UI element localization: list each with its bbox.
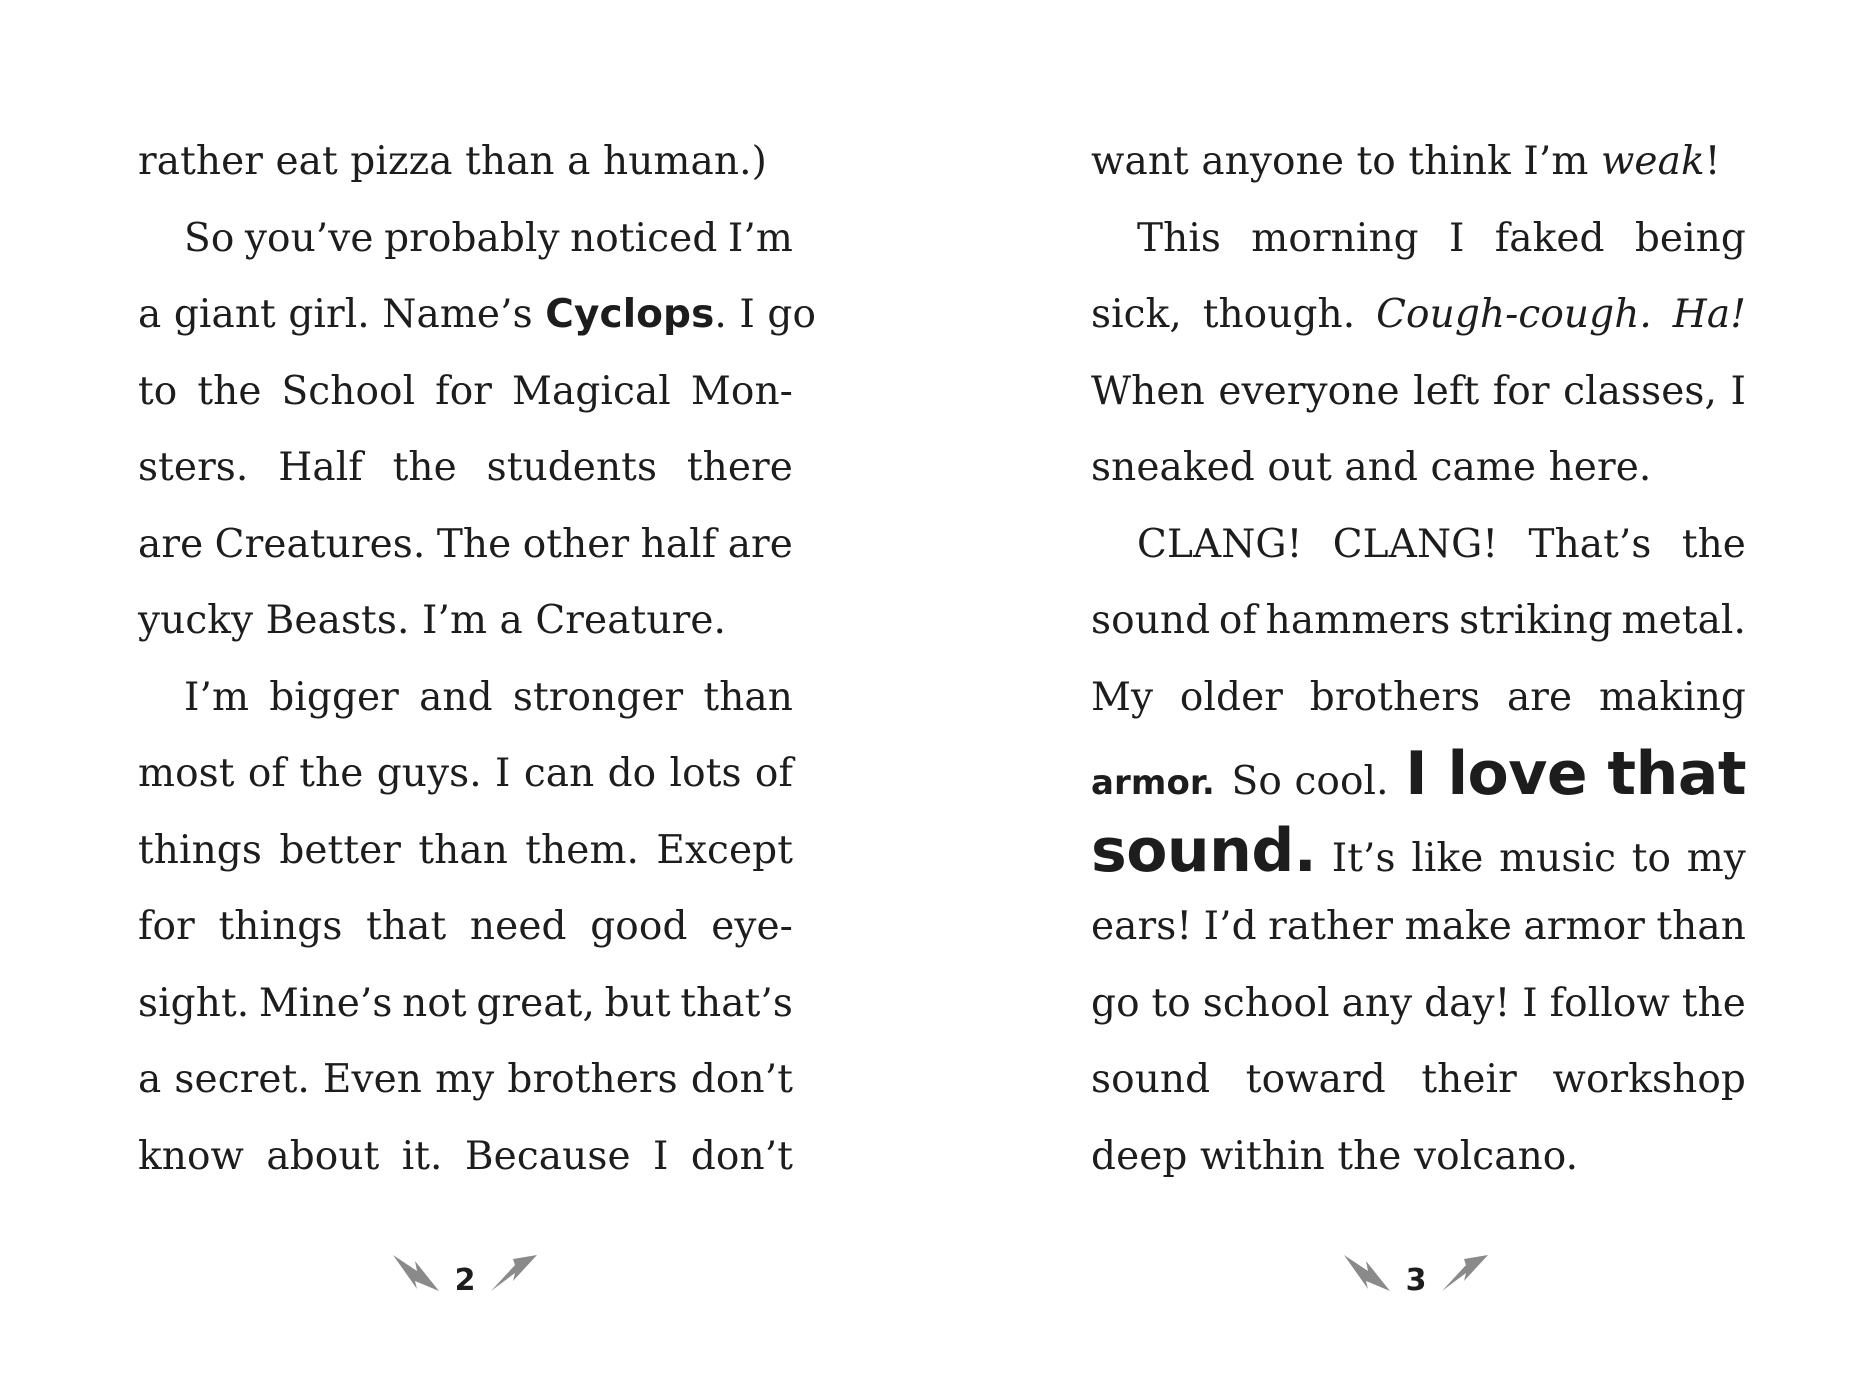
word: other (522, 521, 630, 567)
word: are (1506, 674, 1573, 720)
word: don’t (690, 1057, 793, 1102)
word: making (1598, 674, 1746, 720)
line-text: deep within the volcano. (1091, 1133, 1579, 1179)
word: my (1686, 835, 1746, 881)
text-line (1091, 1042, 1746, 1119)
word: sound (1091, 598, 1211, 643)
word: Magical (511, 368, 671, 414)
word: Except (656, 827, 793, 873)
text-line (1091, 507, 1746, 584)
page-number-footer (385, 1248, 545, 1298)
word: sters. (138, 445, 249, 490)
word: So (184, 215, 235, 261)
page-number: 2 (454, 1262, 476, 1298)
word: I (1522, 980, 1538, 1026)
word: school (1202, 980, 1330, 1026)
word: of (1218, 598, 1257, 643)
word: noticed (570, 215, 718, 261)
word: stronger (512, 674, 684, 720)
text-line (1091, 354, 1746, 431)
word: secret. (174, 1057, 310, 1102)
word: not (402, 980, 467, 1026)
word: My (1091, 674, 1154, 720)
right-page (1091, 124, 1746, 1195)
word: morning (1251, 215, 1419, 261)
word: than (418, 827, 508, 873)
word: follow (1549, 980, 1670, 1026)
text-line (1091, 430, 1746, 507)
word: toward (1245, 1057, 1386, 1102)
character-name: Cyclops (545, 292, 715, 337)
word: for (138, 904, 195, 949)
text-line (138, 813, 793, 890)
word: good (590, 904, 688, 949)
text-line (138, 583, 793, 660)
text-line (138, 966, 793, 1043)
word: for (435, 368, 493, 414)
word: striking (1459, 598, 1613, 643)
word: rather (1268, 904, 1394, 949)
word: to (138, 368, 178, 414)
page-number: 3 (1405, 1262, 1427, 1298)
word: are (138, 521, 204, 567)
word: I (652, 1133, 669, 1179)
word: metal. (1621, 598, 1746, 643)
lightning-bolt-icon (391, 1251, 445, 1295)
word: bigger (269, 674, 399, 720)
word: don’t (690, 1133, 793, 1179)
text-line (138, 201, 793, 278)
word: that’s (680, 980, 793, 1026)
word: School (281, 368, 416, 414)
word: being (1634, 215, 1746, 261)
word: most (138, 751, 235, 796)
text-line (138, 277, 817, 354)
word: half (640, 521, 717, 567)
text-line (1091, 124, 1746, 201)
word: lots (669, 751, 742, 796)
word: Half (278, 445, 363, 490)
word: hammers (1265, 598, 1451, 643)
word: I’d (1203, 904, 1257, 949)
word: than (703, 674, 793, 720)
word: can (523, 751, 595, 796)
word: them. (525, 827, 640, 873)
text-line (138, 1042, 793, 1119)
text-line (138, 736, 793, 813)
line-text: sneaked out and came here. (1091, 445, 1652, 490)
word: their (1421, 1057, 1517, 1102)
word: This (1137, 215, 1222, 261)
word: classes, (1563, 368, 1717, 414)
text-line (138, 354, 793, 431)
word: make (1404, 904, 1512, 949)
line-text: . I go (714, 292, 817, 337)
word: left (1413, 368, 1480, 414)
word: of (247, 751, 286, 796)
text-line (1091, 201, 1746, 278)
word: Even (322, 1057, 423, 1102)
word: sight. (138, 980, 250, 1026)
word: CLANG! (1137, 521, 1303, 567)
word: brothers (507, 1057, 678, 1102)
text-line (1091, 966, 1746, 1043)
text-line (138, 1119, 793, 1196)
word: things (218, 904, 343, 949)
word: of (754, 751, 793, 796)
word: to (1151, 980, 1191, 1026)
word: like (1411, 835, 1484, 881)
italic-word: Ha! (1672, 292, 1746, 337)
word: faked (1494, 215, 1605, 261)
word: sound (1091, 1057, 1211, 1102)
word: The (436, 521, 512, 567)
word: the (1681, 980, 1746, 1026)
bold-word: armor. (1091, 763, 1215, 803)
word: It’s (1331, 835, 1396, 881)
text-line (138, 660, 793, 737)
word: know (138, 1133, 245, 1179)
word: and (419, 674, 493, 720)
word: When (1091, 368, 1205, 414)
word: Creatures. (214, 521, 426, 567)
word: students (486, 445, 658, 490)
word: though. (1202, 292, 1356, 337)
word: everyone (1218, 368, 1400, 414)
word: I’m (184, 674, 250, 720)
text-line (138, 507, 793, 584)
word: that (366, 904, 447, 949)
text-line (138, 430, 793, 507)
word: I (1448, 215, 1465, 261)
word: but (604, 980, 671, 1026)
word: sick, (1091, 292, 1182, 337)
lightning-bolt-icon (1436, 1251, 1490, 1295)
line-text: rather eat pizza than a human.) (138, 139, 767, 184)
word: are (727, 521, 793, 567)
word: older (1179, 674, 1284, 720)
word: there (686, 445, 793, 490)
word: do (607, 751, 657, 796)
word: go (1091, 980, 1140, 1026)
text-line (1091, 277, 1746, 354)
text-line (138, 889, 793, 966)
word: I’m (727, 215, 793, 261)
word: eye- (711, 904, 793, 949)
text-line (1091, 583, 1746, 660)
word: I (1730, 368, 1746, 414)
word: need (469, 904, 567, 949)
word: it. (401, 1133, 443, 1179)
word: you’ve (244, 215, 374, 261)
page-number-footer (1336, 1248, 1496, 1298)
line-text: a giant girl. Name’s (138, 292, 546, 337)
italic-word: Cough-cough. (1376, 292, 1652, 337)
line-text: want anyone to think I’m (1091, 139, 1601, 184)
word: to (1631, 835, 1672, 881)
word: Because (464, 1133, 631, 1179)
word: things (138, 827, 262, 873)
word: workshop (1552, 1057, 1746, 1102)
word: probably (384, 215, 560, 261)
word: for (1492, 368, 1550, 414)
italic-word: weak (1600, 139, 1705, 184)
word: ears! (1091, 904, 1193, 949)
word: Mine’s (258, 980, 393, 1026)
text-line (1091, 813, 1746, 890)
word: day! (1424, 980, 1511, 1026)
left-page (138, 124, 817, 1195)
word: armor (1523, 904, 1645, 949)
word: a (138, 1057, 162, 1102)
word: That’s (1528, 521, 1652, 567)
word: my (435, 1057, 495, 1102)
text-line (1091, 889, 1746, 966)
word: I (495, 751, 511, 796)
word: brothers (1309, 674, 1481, 720)
word: about (266, 1133, 380, 1179)
text-line (1091, 1119, 1746, 1196)
word: any (1341, 980, 1413, 1026)
lightning-bolt-icon (1342, 1251, 1396, 1295)
emphasis-text: I love that (1405, 739, 1746, 809)
word: the (197, 368, 262, 414)
text-line (1091, 660, 1746, 737)
word: guys. (376, 751, 482, 796)
word: the (1681, 521, 1746, 567)
line-text: ! (1704, 139, 1721, 184)
word: Mon- (690, 368, 793, 414)
word: the (392, 445, 457, 490)
text-line (1091, 736, 1746, 813)
lightning-bolt-icon (485, 1251, 539, 1295)
word: So cool. (1231, 759, 1389, 804)
word: music (1499, 835, 1617, 881)
line-text: yucky Beasts. I’m a Creature. (138, 598, 726, 643)
word: the (299, 751, 364, 796)
word: great, (476, 980, 595, 1026)
word: better (279, 827, 402, 873)
emphasis-text: sound. (1091, 815, 1317, 886)
word: than (1656, 904, 1746, 949)
text-line (138, 124, 793, 201)
word: CLANG! (1332, 521, 1499, 567)
